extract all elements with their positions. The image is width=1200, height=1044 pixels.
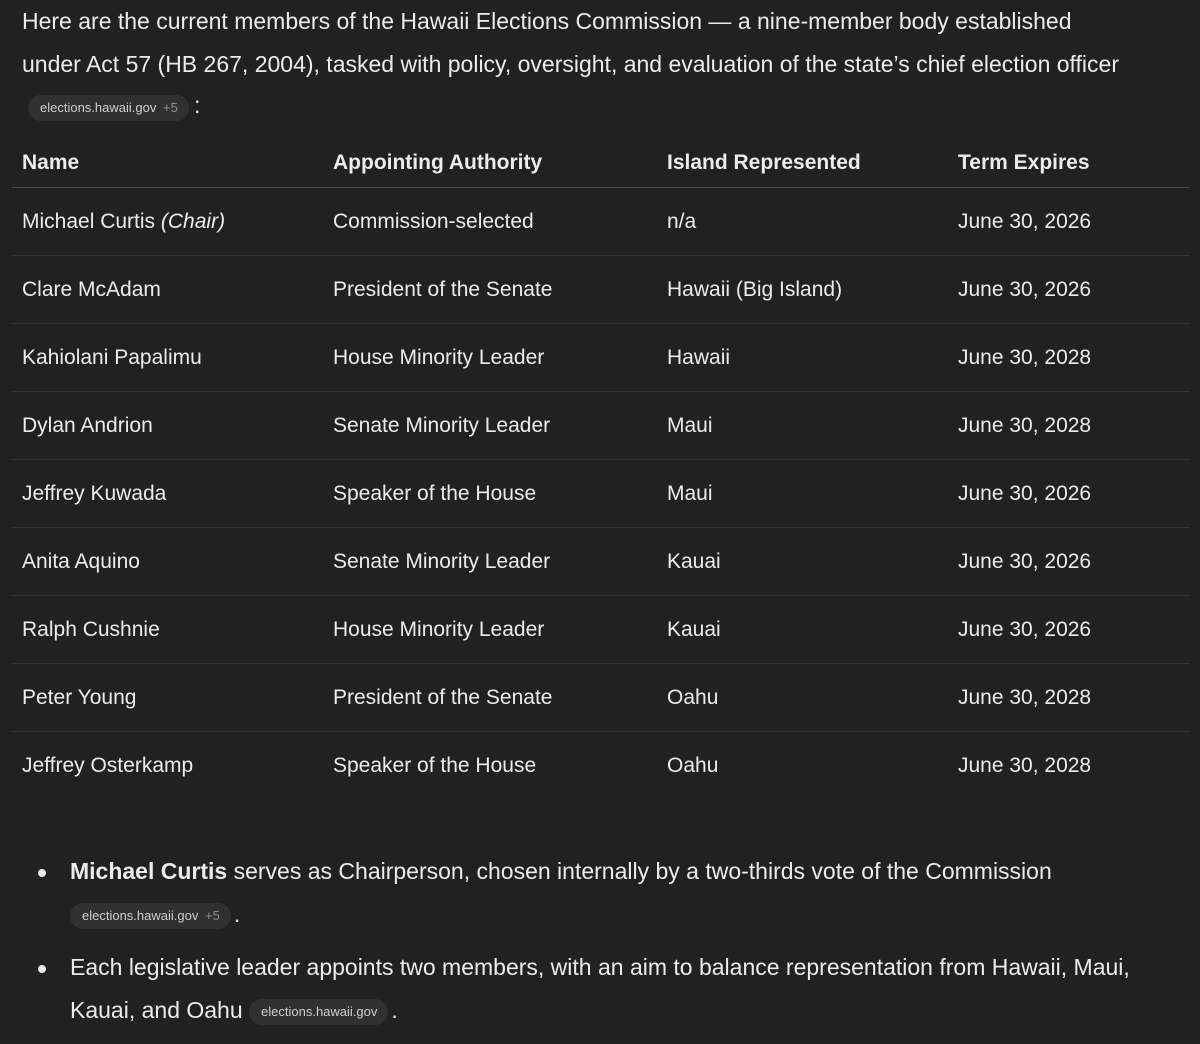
cell-authority: President of the Senate — [323, 256, 657, 324]
cell-name: Anita Aquino — [12, 528, 323, 596]
source-chip-site: elections.hawaii.gov — [261, 1003, 378, 1019]
table-row — [12, 460, 1190, 528]
list-item — [38, 946, 1188, 1042]
cell-island: Maui — [657, 392, 948, 460]
cell-term: June 30, 2028 — [948, 392, 1190, 460]
table-row — [12, 256, 1190, 324]
source-chip[interactable] — [28, 95, 189, 121]
summary-bullets — [38, 850, 1188, 1042]
table-row — [12, 596, 1190, 664]
cell-name: Ralph Cushnie — [12, 596, 323, 664]
intro-colon: : — [194, 92, 201, 118]
bullet-end: . — [391, 997, 398, 1023]
members-table-body — [12, 188, 1190, 800]
cell-term: June 30, 2026 — [948, 256, 1190, 324]
table-row — [12, 528, 1190, 596]
cell-name: Kahiolani Papalimu — [12, 324, 323, 392]
source-chip-site: elections.hawaii.gov — [40, 100, 157, 115]
cell-authority: House Minority Leader — [323, 596, 657, 664]
cell-island: Hawaii — [657, 324, 948, 392]
source-chip-more: +5 — [204, 907, 220, 923]
table-row — [12, 392, 1190, 460]
cell-authority: President of the Senate — [323, 664, 657, 732]
bullet-text: serves as Chairperson, chosen internally by a two-thirds vote of the Commission — [227, 858, 1052, 884]
table-row — [12, 188, 1190, 256]
cell-term: June 30, 2028 — [948, 324, 1190, 392]
intro-line-1: Here are the current members of the Hawaii Elections Commission — a nine-member body established — [22, 8, 1072, 34]
cell-authority: Senate Minority Leader — [323, 392, 657, 460]
cell-term: June 30, 2028 — [948, 664, 1190, 732]
cell-authority: Speaker of the House — [333, 753, 537, 777]
cell-island: Oahu — [667, 753, 719, 777]
members-table — [12, 138, 1190, 799]
cell-island: Kauai — [657, 528, 948, 596]
cell-name — [12, 188, 323, 256]
cell-term: June 30, 2026 — [948, 188, 1190, 256]
cell-name: Jeffrey Kuwada — [12, 460, 323, 528]
bullet-dot — [38, 965, 46, 973]
cell-island: Kauai — [657, 596, 948, 664]
chair-note: (Chair) — [160, 209, 226, 233]
table-header-row — [12, 138, 1190, 188]
cell-island: Maui — [657, 460, 948, 528]
cell-term: June 30, 2028 — [958, 753, 1092, 777]
header-name: Name — [12, 138, 323, 188]
source-chip-more: +5 — [162, 100, 178, 115]
intro-paragraph — [22, 0, 1182, 86]
cell-name: Clare McAdam — [12, 256, 323, 324]
bullet-text: Each legislative leader appoints two members, with an aim to balance representation from Hawaii, Maui, Kauai, and Oahu — [70, 954, 1130, 1023]
source-chip-site: elections.hawaii.gov — [82, 907, 199, 923]
cell-island: Oahu — [657, 664, 948, 732]
cell-name: Jeffrey Osterkamp — [22, 753, 194, 777]
cell-term: June 30, 2026 — [948, 596, 1190, 664]
cell-name: Dylan Andrion — [12, 392, 323, 460]
bullet-dot — [38, 869, 46, 877]
header-island: Island Represented — [657, 138, 948, 188]
bullet-bold: Michael Curtis — [70, 858, 228, 884]
source-chip[interactable] — [70, 903, 231, 929]
cell-name: Peter Young — [12, 664, 323, 732]
header-authority: Appointing Authority — [323, 138, 657, 188]
cell-authority: Senate Minority Leader — [323, 528, 657, 596]
bullet-end: . — [233, 901, 241, 927]
cell-term: June 30, 2026 — [948, 460, 1190, 528]
cell-term: June 30, 2026 — [948, 528, 1190, 596]
cell-island: n/a — [657, 188, 948, 256]
cell-island: Hawaii (Big Island) — [657, 256, 948, 324]
table-row — [12, 324, 1190, 392]
list-item — [38, 850, 1188, 946]
cell-authority: Speaker of the House — [323, 460, 657, 528]
table-row — [12, 664, 1190, 732]
cell-authority: Commission-selected — [323, 188, 657, 256]
table-row — [12, 732, 1190, 800]
member-name: Michael Curtis — [22, 209, 156, 233]
header-term: Term Expires — [948, 138, 1190, 188]
source-chip[interactable] — [249, 999, 388, 1025]
intro-line-2: under Act 57 (HB 267, 2004), tasked with policy, oversight, and evaluation of the state’s chief election officer — [22, 51, 1119, 77]
cell-authority: House Minority Leader — [323, 324, 657, 392]
intro-source-row — [28, 95, 189, 121]
